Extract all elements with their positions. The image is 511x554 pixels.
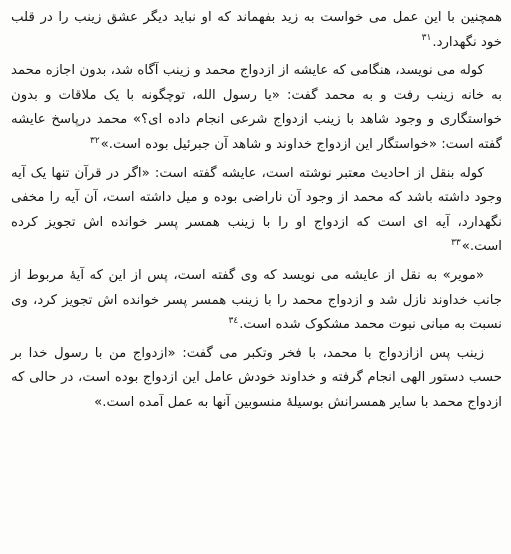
footnote-marker-34: ٣٤	[228, 315, 239, 326]
paragraph-4	[11, 264, 502, 338]
paragraph-2-text: کوله می نویسد، هنگامی که عایشه از ازدواج محمد و زینب آگاه شد، بدون اجازه محمد به خانه زینب رفت و به محمد گفت: «یا رسول الله، توچگونه با یک ملاقات و بدون خواستگاری و وجود شاهد با زینب ازدواج شرعی انجام داده ای؟» محمد درپاسخ عایشه گفته است: «خواستگار این ازدواج خداوند و شاهد آن جبرئیل بوده است.»	[11, 63, 502, 152]
footnote-marker-32: ٣٢	[89, 135, 100, 146]
paragraph-3-text: کوله بنقل از احادیث معتبر نوشته است، عایشه گفته است: «اگر در قرآن تنها یک آیه وجود داشته باشد که محمد از وجود آن ناراضی بوده و میل داشته است، آن آیه را مخفی نگهدارد، آیه ای است که ازدواج او را با زینب همسر پسر خوانده اش تجویز کرده است.»	[11, 165, 502, 255]
paragraph-5-text: زینب پس ازازدواج با محمد، با فخر وتکبر می گفت: «ازدواج من با رسول خدا بر حسب دستور الهی انجام گرفته و خداوند خودش عامل این ازدواج بوده است، در حالی که ازدواج محمد با سایر همسرانش بوسیلهٔ منسوبین آنها به عمل آمده است.»	[11, 345, 502, 410]
paragraph-1-text: همچنین با این عمل می خواست به زید بفهماند که او نباید دیگر عشق زینب را در قلب خود نگهدارد.	[11, 10, 502, 50]
paragraph-5	[11, 342, 502, 416]
paragraph-2	[11, 59, 502, 157]
footnote-marker-31: ٣١	[421, 33, 432, 44]
paragraph-3	[11, 162, 502, 260]
footnote-marker-33: ٣٣	[451, 237, 461, 248]
paragraph-4-text: «مویر» به نقل از عایشه می نویسد که وی گفته است، پس از این که آیهٔ مربوط از جانب خداوند نازل شد و ازدواج محمد را با زینب همسر پسر خوانده اش تجویز کرد، وی نسبت به مبانی نبوت محمد مشکوک شده است.	[11, 267, 502, 333]
paragraph-1	[11, 6, 502, 55]
